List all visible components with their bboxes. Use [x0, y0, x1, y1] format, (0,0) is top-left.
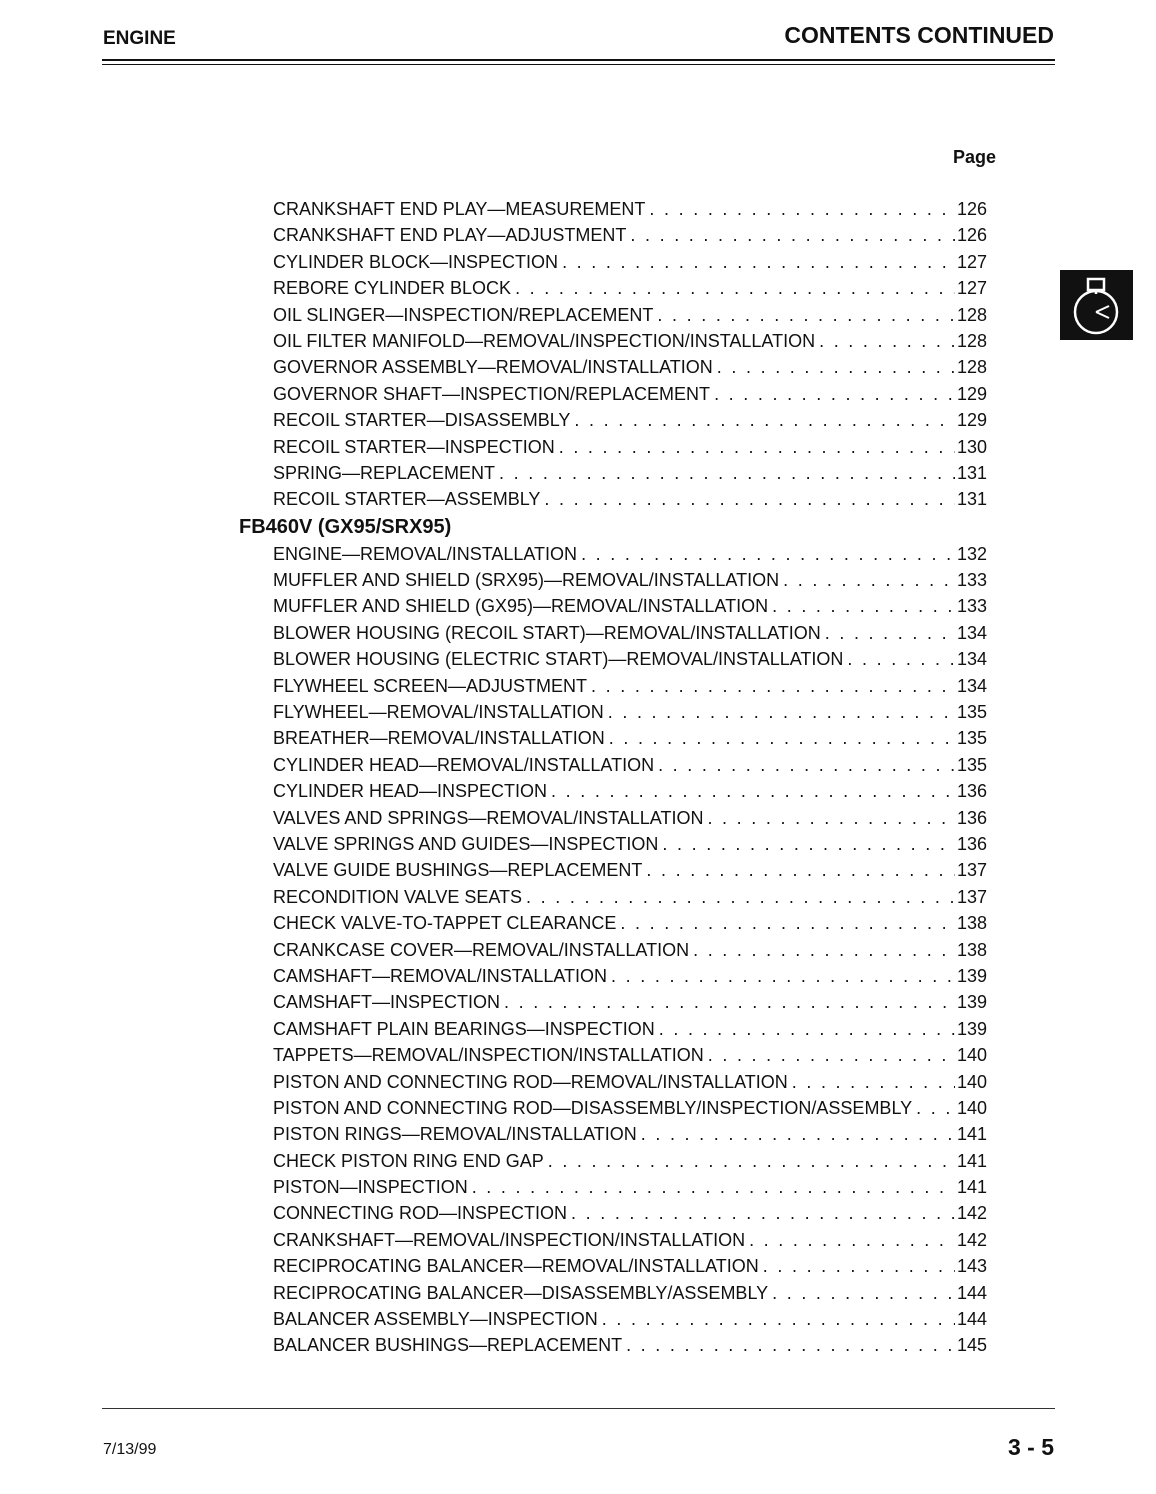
toc-entry [273, 354, 987, 380]
toc-entry-page: 135 [956, 728, 987, 749]
footer-rule [102, 1408, 1055, 1409]
toc-entry [273, 989, 987, 1015]
toc-entry-title: OIL SLINGER—INSPECTION/REPLACEMENT [273, 304, 654, 325]
toc-entry-page: 133 [956, 596, 987, 617]
toc-entry [273, 486, 987, 512]
toc-entry-title: BLOWER HOUSING (ELECTRIC START)—REMOVAL/INSTALLATION [273, 649, 844, 670]
toc-entry [273, 593, 987, 619]
toc-entry [273, 275, 987, 301]
toc-entry-title: CHECK VALVE-TO-TAPPET CLEARANCE [273, 913, 617, 934]
toc-entry [273, 620, 987, 646]
dot-leader [574, 407, 955, 433]
dot-leader [707, 805, 955, 831]
toc-entry [273, 752, 987, 778]
toc-entry-title: BALANCER BUSHINGS—REPLACEMENT [273, 1335, 623, 1356]
dot-leader [646, 857, 955, 883]
dot-leader [515, 275, 955, 301]
toc-entry-title: CRANKCASE COVER—REMOVAL/INSTALLATION [273, 939, 690, 960]
toc-entry-page: 133 [956, 570, 987, 591]
toc-entry-title: CYLINDER HEAD—INSPECTION [273, 781, 548, 802]
dot-leader [609, 725, 955, 751]
toc-entry-page: 144 [956, 1309, 987, 1330]
toc-entry [273, 434, 987, 460]
toc-entry-page: 128 [956, 304, 987, 325]
toc-entry-page: 126 [956, 225, 987, 246]
dot-leader [472, 1174, 955, 1200]
toc-entry-title: SPRING—REPLACEMENT [273, 462, 496, 483]
toc-entry-title: RECONDITION VALVE SEATS [273, 886, 523, 907]
toc-entry-title: REBORE CYLINDER BLOCK [273, 278, 512, 299]
toc-entry-page: 140 [956, 1071, 987, 1092]
toc-entry-page: 141 [956, 1150, 987, 1171]
dot-leader [825, 620, 955, 646]
toc-entry-page: 134 [956, 675, 987, 696]
toc-entry [273, 1016, 987, 1042]
toc-entry-title: RECOIL STARTER—DISASSEMBLY [273, 410, 571, 431]
dot-leader [792, 1069, 955, 1095]
toc-entry-page: 127 [956, 278, 987, 299]
dot-leader [657, 302, 955, 328]
toc-entry-title: CAMSHAFT—REMOVAL/INSTALLATION [273, 965, 608, 986]
toc-entry-page: 139 [956, 992, 987, 1013]
toc-entry-title: RECIPROCATING BALANCER—REMOVAL/INSTALLATION [273, 1256, 759, 1277]
header-title: CONTENTS CONTINUED [784, 22, 1054, 48]
toc-entry-page: 137 [956, 860, 987, 881]
toc-entry [273, 1227, 987, 1253]
dot-leader [708, 1042, 955, 1068]
toc-entry-title: GOVERNOR ASSEMBLY—REMOVAL/INSTALLATION [273, 357, 713, 378]
toc-entry-page: 131 [956, 462, 987, 483]
toc-entry [273, 646, 987, 672]
toc-entry [273, 1069, 987, 1095]
dot-leader [641, 1121, 955, 1147]
toc-entry [273, 699, 987, 725]
dot-leader [611, 963, 955, 989]
toc-entry-title: PISTON RINGS—REMOVAL/INSTALLATION [273, 1124, 637, 1145]
toc-entry-title: MUFFLER AND SHIELD (SRX95)—REMOVAL/INSTALLATION [273, 570, 780, 591]
dot-leader [749, 1227, 955, 1253]
page-column-label: Page [952, 147, 996, 167]
toc-entry [273, 1042, 987, 1068]
toc-entry-title: GOVERNOR SHAFT—INSPECTION/REPLACEMENT [273, 383, 711, 404]
toc-entry [273, 1095, 987, 1121]
toc-entry-page: 129 [956, 383, 987, 404]
toc-entry-title: BLOWER HOUSING (RECOIL START)—REMOVAL/INSTALLATION [273, 622, 821, 643]
toc-entry-page: 128 [956, 357, 987, 378]
toc-entry-page: 139 [956, 1018, 987, 1039]
toc-entry-page: 142 [956, 1203, 987, 1224]
toc-entry-title: CYLINDER HEAD—REMOVAL/INSTALLATION [273, 754, 655, 775]
toc-entry [273, 1253, 987, 1279]
dot-leader [551, 778, 955, 804]
dot-leader [693, 937, 955, 963]
dot-leader [581, 541, 955, 567]
dot-leader [559, 434, 955, 460]
toc-entry-page: 140 [956, 1045, 987, 1066]
toc-entry-page: 126 [956, 199, 987, 219]
toc-entry-page: 139 [956, 965, 987, 986]
toc-entry [273, 963, 987, 989]
toc-entry-title: PISTON—INSPECTION [273, 1177, 468, 1198]
footer-page-number: 3 - 5 [1007, 1434, 1054, 1460]
dot-leader [499, 460, 955, 486]
toc-entry-page: 141 [956, 1177, 987, 1198]
toc-entry [273, 725, 987, 751]
dot-leader [544, 486, 955, 512]
dot-leader [591, 673, 955, 699]
dot-leader [783, 567, 955, 593]
toc-entry-page: 130 [956, 436, 987, 457]
toc-entry-page: 135 [956, 754, 987, 775]
toc-entry-title: BALANCER ASSEMBLY—INSPECTION [273, 1309, 598, 1330]
toc-entry [273, 1306, 987, 1332]
toc-entry-title: OIL FILTER MANIFOLD—REMOVAL/INSPECTION/INSTALLATION [273, 330, 816, 351]
toc-entry-title: ENGINE—REMOVAL/INSTALLATION [273, 543, 578, 564]
toc-entry-title: VALVE SPRINGS AND GUIDES—INSPECTION [273, 833, 659, 854]
toc-entry-title: BREATHER—REMOVAL/INSTALLATION [273, 728, 605, 749]
dot-leader [847, 646, 955, 672]
dot-leader [763, 1253, 955, 1279]
footer-date: 7/13/99 [103, 1441, 157, 1458]
toc-entry-page: 138 [956, 939, 987, 960]
dot-leader [620, 910, 955, 936]
dot-leader [772, 1280, 955, 1306]
toc-entry [273, 1121, 987, 1147]
dot-leader [772, 593, 955, 619]
toc-entry-title: MUFFLER AND SHIELD (GX95)—REMOVAL/INSTALLATION [273, 596, 769, 617]
toc-entry-title: CRANKSHAFT—REMOVAL/INSPECTION/INSTALLATION [273, 1229, 746, 1250]
dot-leader [630, 222, 955, 248]
toc-entry-title: PISTON AND CONNECTING ROD—REMOVAL/INSTALLATION [273, 1071, 788, 1092]
dot-leader [602, 1306, 955, 1332]
toc-entry [273, 1332, 987, 1358]
toc-entry [273, 222, 987, 248]
toc-entry [273, 910, 987, 936]
engine-stopwatch-icon [1060, 270, 1133, 340]
toc-entry-page: 138 [956, 913, 987, 934]
toc-entry-page: 137 [956, 886, 987, 907]
toc-entry-title: PISTON AND CONNECTING ROD—DISASSEMBLY/INSPECTION/ASSEMBLY [273, 1097, 913, 1118]
dot-leader [548, 1148, 955, 1174]
toc-entry [273, 460, 987, 486]
toc-entry-title: CAMSHAFT—INSPECTION [273, 992, 501, 1013]
toc-entry-page: 145 [956, 1335, 987, 1356]
toc-entry-title: CONNECTING ROD—INSPECTION [273, 1203, 568, 1224]
dot-leader [916, 1095, 955, 1121]
toc-entry-page: 140 [956, 1097, 987, 1118]
toc-entry [273, 1200, 987, 1226]
dot-leader [571, 1200, 955, 1226]
toc-entry [273, 1174, 987, 1200]
toc-entry [273, 302, 987, 328]
dot-leader [714, 381, 955, 407]
table-of-contents [0, 196, 1156, 1359]
dot-leader [526, 884, 955, 910]
toc-entry-page: 127 [956, 251, 987, 272]
toc-entry-title: CRANKSHAFT END PLAY—MEASUREMENT [273, 199, 646, 219]
dot-leader [608, 699, 955, 725]
toc-entry-page: 135 [956, 702, 987, 723]
toc-entry [273, 1148, 987, 1174]
dot-leader [562, 249, 955, 275]
toc-entry-page: 132 [956, 543, 987, 564]
toc-entry [273, 673, 987, 699]
toc-entry-title: FLYWHEEL—REMOVAL/INSTALLATION [273, 702, 604, 723]
toc-entry-page: 134 [956, 622, 987, 643]
toc-entry [273, 407, 987, 433]
toc-entry [273, 249, 987, 275]
toc-entry [273, 805, 987, 831]
toc-entry [273, 196, 987, 222]
dot-leader [504, 989, 955, 1015]
toc-entry-title: TAPPETS—REMOVAL/INSPECTION/INSTALLATION [273, 1045, 704, 1066]
dot-leader [717, 354, 955, 380]
toc-entry [273, 381, 987, 407]
toc-entry-page: 141 [956, 1124, 987, 1145]
toc-entry-title: CHECK PISTON RING END GAP [273, 1150, 544, 1171]
dot-leader [626, 1332, 955, 1358]
toc-entry-page: 129 [956, 410, 987, 431]
toc-entry-title: CAMSHAFT PLAIN BEARINGS—INSPECTION [273, 1018, 655, 1039]
toc-entry [273, 1280, 987, 1306]
toc-entry-title: CYLINDER BLOCK—INSPECTION [273, 251, 559, 272]
toc-entry-page: 131 [956, 489, 987, 510]
dot-leader [649, 196, 955, 222]
header-section-name: ENGINE [103, 28, 176, 49]
dot-leader [662, 831, 955, 857]
toc-entry-title: VALVES AND SPRINGS—REMOVAL/INSTALLATION [273, 807, 704, 828]
toc-entry-title: RECOIL STARTER—INSPECTION [273, 436, 555, 457]
dot-leader [819, 328, 955, 354]
toc-entry-page: 134 [956, 649, 987, 670]
toc-entry [273, 884, 987, 910]
toc-entry-title: VALVE GUIDE BUSHINGS—REPLACEMENT [273, 860, 643, 881]
toc-entry [273, 937, 987, 963]
toc-entry [273, 778, 987, 804]
toc-entry [273, 328, 987, 354]
toc-entry-title: FLYWHEEL SCREEN—ADJUSTMENT [273, 675, 588, 696]
toc-entry [273, 541, 987, 567]
dot-leader [658, 752, 955, 778]
toc-entry-page: 144 [956, 1282, 987, 1303]
toc-entry-title: CRANKSHAFT END PLAY—ADJUSTMENT [273, 225, 627, 246]
toc-entry-page: 128 [956, 330, 987, 351]
toc-entry-title: RECIPROCATING BALANCER—DISASSEMBLY/ASSEMBLY [273, 1282, 769, 1303]
toc-entry-page: 142 [956, 1229, 987, 1250]
toc-entry-page: 136 [956, 781, 987, 802]
header-rule-thin [102, 64, 1055, 65]
toc-entry [273, 567, 987, 593]
toc-entry-page: 136 [956, 807, 987, 828]
toc-entry [273, 831, 987, 857]
header-rule-thick [102, 59, 1055, 61]
toc-entry-page: 143 [956, 1256, 987, 1277]
toc-entry-page: 136 [956, 833, 987, 854]
toc-section-heading: FB460V (GX95/SRX95) [239, 515, 452, 538]
dot-leader [659, 1016, 955, 1042]
section-tab [1060, 270, 1133, 340]
toc-entry [273, 857, 987, 883]
toc-entry-title: RECOIL STARTER—ASSEMBLY [273, 489, 541, 510]
